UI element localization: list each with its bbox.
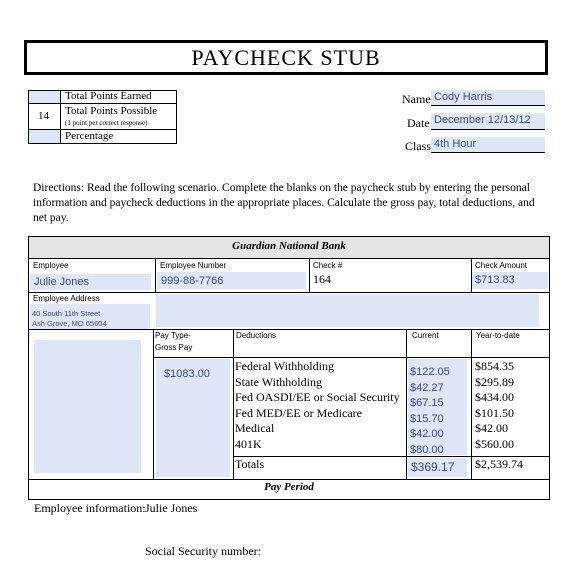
deduction-ytd: $295.89 [475,374,514,389]
pay-period-detail-field[interactable] [34,340,141,473]
deduction-name: Federal Withholding [235,359,334,373]
deduction-name: 401K [235,436,262,451]
check-number-value: 164 [313,272,331,286]
deduction-ytd: $854.35 [475,359,514,373]
total-possible-label: Total Points Possible [65,105,158,117]
deduction-ytd: $101.50 [475,405,514,420]
check-number-label: Check # [313,261,343,270]
employee-value: Julie Jones [34,276,90,288]
deductions-label: Deductions [236,331,277,340]
employee-info-value: Julie Jones [145,501,198,515]
totals-current: $369.17 [411,460,455,474]
address-label: Employee Address [33,294,100,303]
page-title: PAYCHECK STUB [191,45,381,70]
current-label: Current [412,331,439,340]
bank-name: Guardian National Bank [232,240,346,252]
directions-text: Directions: Read the following scenario. Complete the blanks on the paycheck stub by entering the personal information and paycheck deductions in the appropriate places. Calculate the gross pay, total deductions, and net pay. [33,182,535,224]
date-value: December 12/13/12 [434,114,531,126]
deduction-name: State Withholding [235,374,322,389]
total-earned-field[interactable] [29,91,60,103]
percentage-label: Percentage [65,130,114,142]
total-possible-value: 14 [38,110,49,122]
totals-ytd: $2,539.74 [475,457,523,471]
class-label: Class [405,139,432,153]
ytd-label: Year-to-date [476,331,520,340]
deduction-ytd: $560.00 [475,436,514,451]
class-value: 4th Hour [434,138,477,150]
deduction-current: $80.00 [410,443,444,456]
total-earned-label: Total Points Earned [65,90,152,102]
deduction-current: $122.05 [410,366,450,378]
employee-info-label: Employee information: [34,501,146,515]
deduction-name: Fed OASDI/EE or Social Security [235,390,400,404]
deduction-name: Fed MED/EE or Medicare [235,405,362,420]
totals-label: Totals [235,457,265,471]
pay-type-label-1: Pay Type- [155,331,191,340]
pay-period-label: Pay Period [264,481,314,493]
current-list [410,365,466,458]
address-line2: Ash Grove, MO 65604 [32,319,107,328]
deduction-name: Medical [235,421,275,435]
ytd-list [475,359,547,452]
deduction-current: $67.15 [410,397,444,409]
percentage-field[interactable] [29,130,60,143]
gross-pay-value: $1083.00 [164,368,210,380]
employee-number-value: 999-88-7766 [161,275,224,287]
total-possible-note: (1 point per correct response) [65,119,148,127]
ssn-label: Social Security number: [145,544,261,558]
name-value: Cody Harris [434,91,493,103]
pay-type-label-2: Gross Pay [155,343,193,352]
deduction-current: $42.27 [410,381,444,394]
address-line1: 40 South 11th Street [32,309,101,318]
employee-number-label: Employee Number [160,261,227,270]
date-label: Date [407,116,430,130]
check-amount-value: $713.83 [475,274,515,286]
deduction-ytd: $434.00 [475,390,514,404]
check-amount-label: Check Amount [475,261,528,270]
address-extra-field[interactable] [156,294,539,327]
deductions-list [235,359,405,452]
name-label: Name [402,92,431,106]
employee-label: Employee [33,261,69,270]
deduction-current: $42.00 [410,428,444,440]
deduction-current: $15.70 [410,412,444,425]
deduction-ytd: $42.00 [475,421,508,435]
